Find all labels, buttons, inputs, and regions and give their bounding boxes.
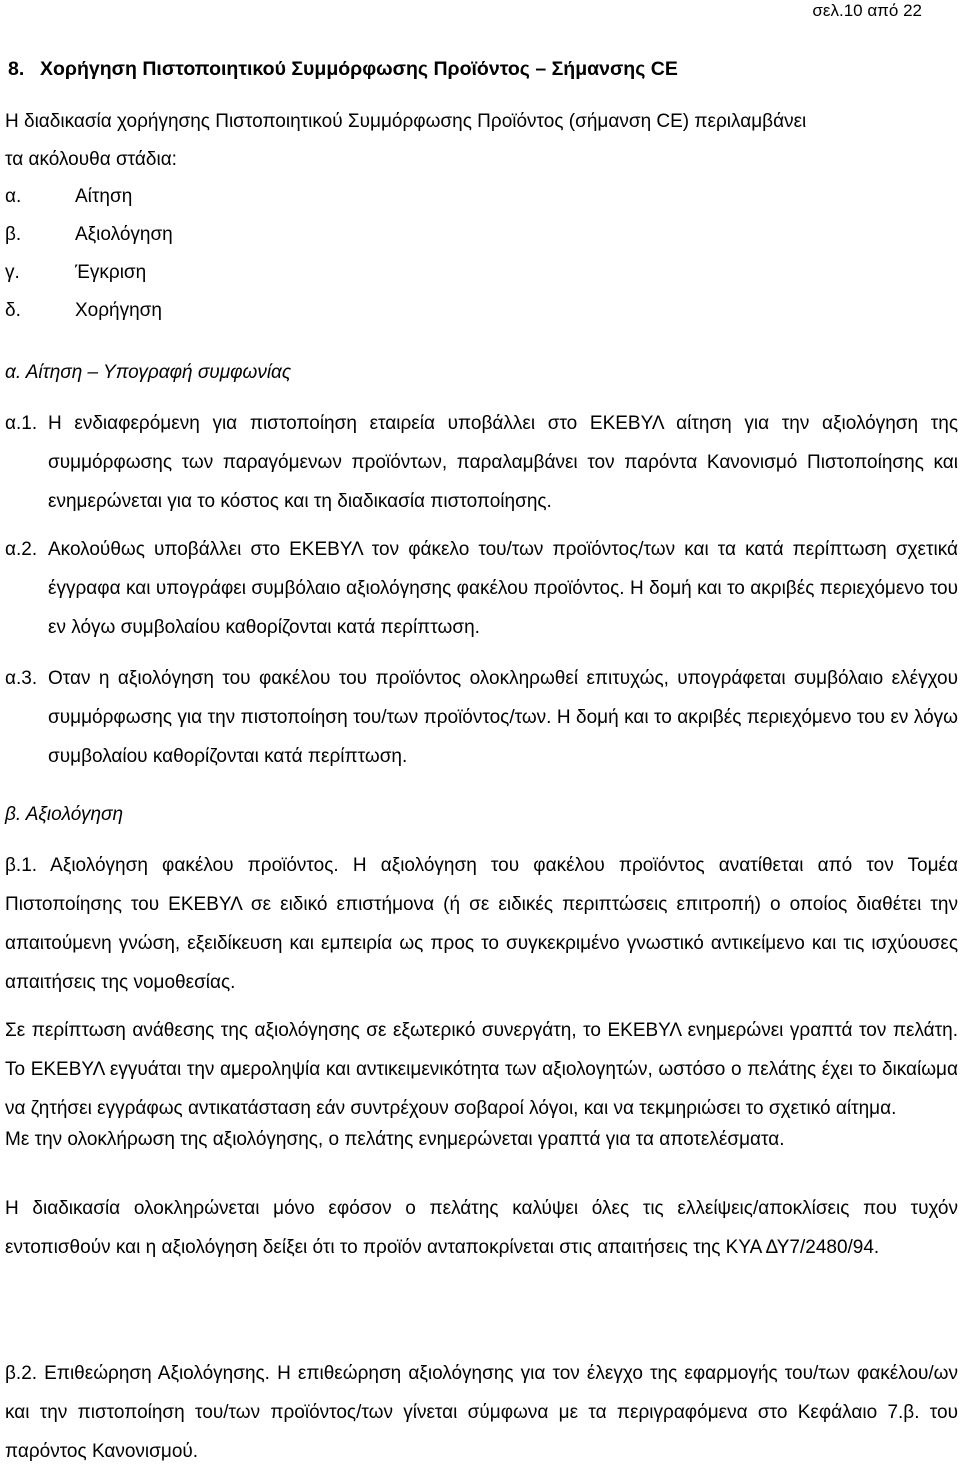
stage-item [5,216,173,254]
stage-item [5,292,162,330]
paragraph: Η διαδικασία ολοκληρώνεται μόνο εφόσον ο πελάτης καλύψει όλες τις ελλείψεις/αποκλίσεις που τυχόν εντοπισθούν και η αξιολόγηση δείξει ότι το προϊόν ανταποκρίνεται στις απαιτήσεις της ΚΥΑ ΔΥ7/2480/94. [5,1198,958,1258]
stage-item [5,254,146,292]
stage-letter: α. [5,186,22,207]
subsection-title-a: α. Αίτηση – Υπογραφή συμφωνίας [5,362,292,383]
item-label: α.3. [5,668,38,689]
item-text: Ακολούθως υποβάλλει στο ΕΚΕΒΥΛ τον φάκελο του/των προϊόντος/των και τα κατά περίπτωση σχετικά έγγραφα και υπογράφει συμβόλαιο αξιολόγησης φακέλου προϊόντος. Η δομή και το ακριβές περιεχόμενο του εν λόγω συμβολαίου καθορίζονται κατά περίπτωση. [48,539,958,638]
numbered-item [5,404,958,521]
paragraph: Με την ολοκλήρωση της αξιολόγησης, ο πελάτης ενημερώνεται γραπτά για τα αποτελέσματα. [5,1129,785,1150]
stage-label: Χορήγηση [75,300,162,321]
item-text: Οταν η αξιολόγηση του φακέλου του προϊόντος ολοκληρωθεί επιτυχώς, υπογράφεται συμβόλαιο ελέγχου συμμόρφωσης για την πιστοποίηση του/των προϊόντος/των. Η δομή και το ακριβές περιεχόμενο του εν λόγω συμβολαίου καθορίζονται κατά περίπτωση. [48,668,958,767]
subsection-title-b: β. Αξιολόγηση [5,804,124,825]
intro-line-1: Η διαδικασία χορήγησης Πιστοποιητικού Συμμόρφωσης Προϊόντος (σήμανση CE) περιλαμβάνει [5,111,807,132]
stage-item [5,178,132,216]
stage-letter: γ. [5,262,20,283]
section-title: Χορήγηση Πιστοποιητικού Συμμόρφωσης Προϊόντος – Σήμανσης CE [40,58,678,80]
stage-label: Έγκριση [75,262,147,283]
numbered-item [5,530,958,647]
intro-line-2: τα ακόλουθα στάδια: [5,149,177,170]
paragraph: β.2. Επιθεώρηση Αξιολόγησης. Η επιθεώρηση αξιολόγησης για τον έλεγχο της εφαρμογής του/των φακέλου/ων και την πιστοποίηση του/των προϊόντος/των γίνεται σύμφωνα με τα περιγραφόμενα στο Κεφάλαιο 7.β. του παρόντος Κανονισμού. [5,1363,958,1462]
item-label: α.2. [5,539,38,560]
item-label: α.1. [5,413,38,434]
page-number: σελ.10 από 22 [812,1,922,20]
stage-label: Αίτηση [75,186,133,207]
paragraph: Σε περίπτωση ανάθεσης της αξιολόγησης σε εξωτερικό συνεργάτη, το ΕΚΕΒΥΛ ενημερώνει γραπτά τον πελάτη. Το ΕΚΕΒΥΛ εγγυάται την αμεροληψία και αντικειμενικότητα των αξιολογητών, ωστόσο ο πελάτης έχει το δικαίωμα να ζητήσει εγγράφως αντικατάσταση εάν συντρέχουν σοβαροί λόγοι, και να τεκμηριώσει το σχετικό αίτημα. [5,1020,958,1119]
stage-letter: δ. [5,300,21,321]
item-text: Η ενδιαφερόμενη για πιστοποίηση εταιρεία υποβάλλει στο ΕΚΕΒΥΛ αίτηση για την αξιολόγηση της συμμόρφωσης των παραγόμενων προϊόντων, παραλαμβάνει τον παρόντα Κανονισμό Πιστοποίησης και ενημερώνεται για το κόστος και τη διαδικασία πιστοποίησης. [48,413,958,512]
numbered-item [5,659,958,776]
paragraph: β.1. Αξιολόγηση φακέλου προϊόντος. Η αξιολόγηση του φακέλου προϊόντος ανατίθεται από τον Τομέα Πιστοποίησης του ΕΚΕΒΥΛ σε ειδικό επιστήμονα (ή σε ειδικές περιπτώσεις επιτροπή) ο οποίος διαθέτει την απαιτούμενη γνώση, εξειδίκευση και εμπειρία ως προς το συγκεκριμένο γνωστικό αντικείμενο και τις ισχύουσες απαιτήσεις της νομοθεσίας. [5,855,958,993]
section-number: 8. [8,58,25,80]
stage-label: Αξιολόγηση [75,224,173,245]
section-heading [8,58,678,81]
stage-letter: β. [5,224,22,245]
